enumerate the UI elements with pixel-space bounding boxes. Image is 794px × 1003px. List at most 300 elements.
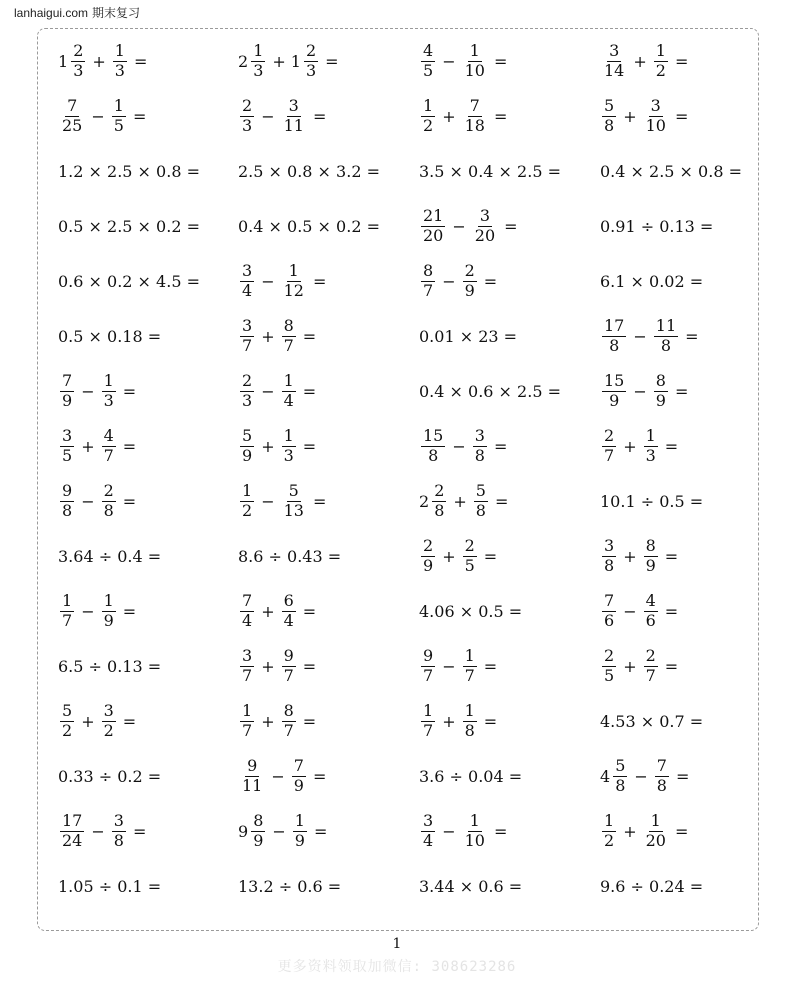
numerator: 3 [103, 701, 114, 721]
fraction [463, 813, 487, 850]
fraction [421, 428, 445, 465]
operator: + [442, 547, 456, 566]
fraction [102, 483, 116, 520]
operator: − [261, 272, 275, 291]
equals-sign: = [493, 52, 508, 71]
equals-sign: = [483, 547, 498, 566]
expression-text: 0.5 × 0.18 = [58, 327, 162, 346]
numerator: 2 [645, 646, 656, 666]
denominator: 25 [62, 116, 83, 135]
denominator: 3 [103, 391, 114, 410]
denominator: 3 [242, 391, 253, 410]
expression-text: 1.2 × 2.5 × 0.8 = [58, 162, 200, 181]
expression-text: 0.4 × 0.6 × 2.5 = [419, 382, 561, 401]
denominator: 8 [604, 556, 615, 575]
denominator: 7 [464, 666, 475, 685]
math-problem [600, 199, 713, 254]
denominator: 11 [283, 116, 304, 135]
denominator: 8 [428, 446, 439, 465]
denominator: 8 [609, 336, 620, 355]
denominator: 3 [242, 116, 253, 135]
math-problem [419, 254, 497, 309]
numerator: 1 [103, 371, 114, 391]
whole-number: 9 [238, 822, 249, 841]
denominator: 3 [645, 446, 656, 465]
numerator: 2 [604, 426, 615, 446]
numerator: 7 [242, 591, 253, 611]
operator: + [442, 107, 456, 126]
denominator: 7 [242, 336, 253, 355]
fraction [654, 43, 668, 80]
expression-text: 3.6 ÷ 0.04 = [419, 767, 523, 786]
problem-row [38, 364, 758, 419]
numerator: 7 [469, 96, 480, 116]
fraction [644, 813, 668, 850]
problem-row [38, 89, 758, 144]
numerator: 8 [423, 261, 434, 281]
denominator: 20 [645, 831, 666, 850]
operator: + [261, 602, 275, 621]
denominator: 4 [242, 611, 253, 630]
denominator: 4 [283, 611, 294, 630]
numerator: 17 [62, 811, 83, 831]
numerator: 3 [423, 811, 434, 831]
numerator: 9 [62, 481, 73, 501]
numerator: 3 [479, 206, 491, 226]
equals-sign: = [313, 822, 328, 841]
denominator: 10 [464, 831, 485, 850]
fraction [602, 318, 626, 355]
math-problem [58, 309, 161, 364]
header-title: 期末复习 [92, 6, 141, 20]
whole-number: 1 [58, 52, 69, 71]
denominator: 5 [604, 666, 615, 685]
expression-text: 9.6 ÷ 0.24 = [600, 877, 704, 896]
math-problem [419, 144, 561, 199]
expression-text: 0.01 × 23 = [419, 327, 518, 346]
fraction [421, 263, 435, 300]
denominator: 5 [62, 446, 73, 465]
numerator: 7 [293, 756, 304, 776]
fraction [282, 263, 306, 300]
whole-number: 2 [419, 492, 430, 511]
numerator: 7 [62, 371, 73, 391]
operator: − [623, 602, 637, 621]
fraction [282, 703, 296, 740]
numerator: 2 [73, 41, 84, 61]
fraction [602, 373, 626, 410]
denominator: 3 [283, 446, 294, 465]
numerator: 2 [242, 371, 253, 391]
numerator: 1 [103, 591, 114, 611]
operator: + [623, 657, 637, 676]
operator: + [442, 712, 456, 731]
math-problem [58, 749, 161, 804]
operator: + [81, 712, 95, 731]
numerator: 5 [62, 701, 73, 721]
fraction [102, 593, 116, 630]
fraction [654, 373, 668, 410]
operator: − [261, 382, 275, 401]
math-problem [238, 419, 316, 474]
math-problem [58, 584, 136, 639]
math-problem [419, 89, 507, 144]
fraction [240, 593, 254, 630]
operator: − [81, 492, 95, 511]
numerator: 1 [62, 591, 73, 611]
fraction [473, 208, 497, 245]
numerator: 5 [475, 481, 486, 501]
expression-text: 0.5 × 2.5 × 0.2 = [58, 217, 200, 236]
fraction [421, 98, 435, 135]
expression-text: 8.6 ÷ 0.43 = [238, 547, 342, 566]
numerator: 7 [604, 591, 615, 611]
math-problem [600, 639, 678, 694]
fraction [463, 538, 477, 575]
problem-row [38, 749, 758, 804]
fraction [282, 593, 296, 630]
numerator: 1 [242, 701, 253, 721]
numerator: 4 [103, 426, 114, 446]
equals-sign: = [302, 327, 317, 346]
math-problem [419, 34, 507, 89]
denominator: 9 [423, 556, 434, 575]
fraction [240, 483, 254, 520]
denominator: 7 [103, 446, 114, 465]
fraction [602, 648, 616, 685]
denominator: 20 [474, 226, 496, 245]
fraction [602, 428, 616, 465]
numerator: 9 [247, 756, 258, 776]
math-problem [58, 859, 161, 914]
math-problem [600, 254, 703, 309]
math-problem [419, 309, 517, 364]
numerator: 1 [294, 811, 305, 831]
numerator: 7 [656, 756, 667, 776]
fraction [251, 813, 265, 850]
denominator: 8 [103, 501, 114, 520]
equals-sign: = [133, 52, 148, 71]
math-problem [238, 474, 326, 529]
fraction [292, 758, 306, 795]
fraction [644, 538, 658, 575]
math-problem [419, 199, 518, 254]
denominator: 8 [475, 501, 486, 520]
math-problem [238, 694, 316, 749]
denominator: 5 [113, 116, 124, 135]
equals-sign: = [312, 107, 327, 126]
numerator: 2 [464, 261, 475, 281]
equals-sign: = [483, 712, 498, 731]
math-problem [600, 529, 678, 584]
math-problem [238, 639, 316, 694]
operator: − [81, 382, 95, 401]
fraction [644, 648, 658, 685]
fraction [112, 813, 126, 850]
denominator: 7 [423, 666, 434, 685]
expression-text: 6.5 ÷ 0.13 = [58, 657, 162, 676]
problem-row [38, 584, 758, 639]
denominator: 2 [423, 116, 434, 135]
math-problem [600, 34, 688, 89]
operator: − [261, 492, 275, 511]
problem-row [38, 254, 758, 309]
math-problem [58, 254, 200, 309]
operator: + [261, 712, 275, 731]
numerator: 4 [645, 591, 656, 611]
math-problem [600, 749, 689, 804]
numerator: 4 [423, 41, 434, 61]
math-problem [419, 694, 497, 749]
operator: − [633, 327, 647, 346]
numerator: 5 [604, 96, 615, 116]
operator: − [271, 767, 285, 786]
denominator: 4 [423, 831, 434, 850]
operator: + [623, 547, 637, 566]
fraction [282, 483, 306, 520]
equals-sign: = [302, 657, 317, 676]
equals-sign: = [122, 382, 137, 401]
problem-row [38, 529, 758, 584]
operator: − [91, 107, 105, 126]
problem-row [38, 639, 758, 694]
denominator: 8 [62, 501, 73, 520]
equals-sign: = [325, 52, 339, 71]
fraction [293, 813, 307, 850]
math-problem [419, 529, 497, 584]
fraction [644, 98, 668, 135]
numerator: 3 [113, 811, 124, 831]
denominator: 2 [604, 831, 615, 850]
numerator: 1 [464, 701, 475, 721]
numerator: 8 [655, 371, 666, 391]
numerator: 5 [242, 426, 253, 446]
fraction [602, 98, 616, 135]
fraction [251, 43, 265, 80]
math-problem [58, 144, 200, 199]
numerator: 1 [288, 261, 299, 281]
operator: + [261, 657, 275, 676]
problem-row [38, 859, 758, 914]
fraction [421, 813, 435, 850]
equals-sign: = [664, 602, 679, 621]
denominator: 12 [283, 281, 304, 300]
problem-row [38, 694, 758, 749]
expression-text: 0.33 ÷ 0.2 = [58, 767, 162, 786]
problem-row [38, 474, 758, 529]
denominator: 7 [283, 721, 294, 740]
operator: + [453, 492, 467, 511]
operator: + [623, 107, 637, 126]
denominator: 5 [423, 61, 434, 80]
numerator: 2 [242, 96, 253, 116]
fraction [602, 593, 616, 630]
equals-sign: = [483, 272, 498, 291]
denominator: 14 [604, 61, 625, 80]
denominator: 2 [62, 721, 73, 740]
fraction [282, 98, 306, 135]
operator: + [623, 437, 637, 456]
equals-sign: = [493, 437, 508, 456]
fraction [282, 318, 296, 355]
fraction [613, 758, 627, 795]
operator: − [442, 822, 456, 841]
math-problem [600, 144, 742, 199]
numerator: 1 [469, 811, 480, 831]
equals-sign: = [302, 437, 317, 456]
numerator: 9 [283, 646, 294, 666]
expression-text: 4.06 × 0.5 = [419, 602, 523, 621]
numerator: 1 [645, 426, 656, 446]
numerator: 17 [604, 316, 625, 336]
numerator: 2 [423, 536, 434, 556]
denominator: 8 [474, 446, 485, 465]
math-problem [238, 584, 316, 639]
math-problem [419, 584, 522, 639]
expression-text: 0.91 ÷ 0.13 = [600, 217, 714, 236]
math-problem [58, 639, 161, 694]
numerator: 8 [283, 701, 294, 721]
fraction [60, 428, 74, 465]
math-problem [600, 584, 678, 639]
operator: + [92, 52, 106, 71]
equals-sign: = [122, 437, 137, 456]
expression-text: 3.64 ÷ 0.4 = [58, 547, 162, 566]
denominator: 20 [423, 226, 444, 245]
numerator: 1 [113, 96, 124, 116]
operator: − [442, 272, 456, 291]
expression-text: 3.44 × 0.6 = [419, 877, 523, 896]
expression-text: 10.1 ÷ 0.5 = [600, 492, 704, 511]
math-problem [238, 34, 339, 89]
math-problem [58, 199, 200, 254]
denominator: 7 [62, 611, 73, 630]
math-problem [58, 694, 136, 749]
denominator: 8 [434, 501, 445, 520]
numerator: 8 [283, 316, 294, 336]
problem-row [38, 419, 758, 474]
math-problem [600, 804, 688, 859]
denominator: 3 [253, 61, 264, 80]
operator: − [91, 822, 105, 841]
denominator: 3 [114, 61, 125, 80]
denominator: 7 [283, 666, 294, 685]
denominator: 8 [113, 831, 124, 850]
denominator: 2 [655, 61, 666, 80]
math-problem [238, 309, 316, 364]
numerator: 9 [423, 646, 434, 666]
fraction [282, 648, 296, 685]
fraction [102, 373, 116, 410]
page-header [14, 4, 140, 21]
numerator: 7 [67, 96, 78, 116]
expression-text: 0.4 × 0.5 × 0.2 = [238, 217, 380, 236]
fraction [282, 428, 296, 465]
math-problem [600, 89, 688, 144]
fraction [113, 43, 127, 80]
denominator: 2 [242, 501, 253, 520]
numerator: 3 [650, 96, 661, 116]
equals-sign: = [312, 492, 327, 511]
fraction [602, 813, 616, 850]
denominator: 9 [253, 831, 264, 850]
operator: − [272, 822, 286, 841]
numerator: 6 [283, 591, 294, 611]
numerator: 1 [650, 811, 661, 831]
fraction [240, 428, 254, 465]
numerator: 1 [242, 481, 253, 501]
numerator: 1 [283, 371, 294, 391]
fraction [421, 538, 435, 575]
operator: − [81, 602, 95, 621]
denominator: 3 [73, 61, 84, 80]
fraction [60, 98, 84, 135]
equals-sign: = [483, 657, 498, 676]
denominator: 8 [656, 776, 667, 795]
math-problem [419, 804, 507, 859]
operator: − [452, 437, 466, 456]
math-problem [600, 364, 688, 419]
numerator: 1 [423, 701, 434, 721]
fraction [421, 648, 435, 685]
fraction [240, 263, 254, 300]
equals-sign: = [302, 712, 317, 731]
math-problem [419, 859, 522, 914]
operator: − [261, 107, 275, 126]
fraction [60, 373, 74, 410]
equals-sign: = [493, 822, 508, 841]
math-problem [600, 859, 703, 914]
math-problem [58, 364, 136, 419]
numerator: 3 [609, 41, 620, 61]
fraction [421, 703, 435, 740]
denominator: 9 [294, 831, 305, 850]
operator: + [623, 822, 637, 841]
fraction [602, 538, 616, 575]
equals-sign: = [132, 822, 147, 841]
numerator: 5 [288, 481, 299, 501]
denominator: 7 [423, 281, 434, 300]
math-problem [238, 199, 380, 254]
math-problem [419, 419, 507, 474]
fraction [654, 318, 678, 355]
fraction [463, 703, 477, 740]
equals-sign: = [664, 657, 679, 676]
denominator: 6 [645, 611, 656, 630]
equals-sign: = [664, 547, 679, 566]
operator: − [452, 217, 466, 236]
numerator: 21 [423, 206, 444, 226]
equals-sign: = [132, 107, 147, 126]
denominator: 9 [655, 391, 666, 410]
denominator: 3 [305, 61, 317, 80]
denominator: 9 [62, 391, 73, 410]
denominator: 6 [604, 611, 615, 630]
fraction [71, 43, 85, 80]
equals-sign: = [312, 272, 327, 291]
fraction [282, 373, 296, 410]
numerator: 1 [604, 811, 615, 831]
math-problem [419, 749, 522, 804]
math-problem [600, 309, 699, 364]
equals-sign: = [493, 107, 508, 126]
operator: + [81, 437, 95, 456]
fraction [60, 593, 74, 630]
operator: − [442, 657, 456, 676]
denominator: 9 [609, 391, 620, 410]
numerator: 2 [604, 646, 615, 666]
fraction [60, 703, 74, 740]
